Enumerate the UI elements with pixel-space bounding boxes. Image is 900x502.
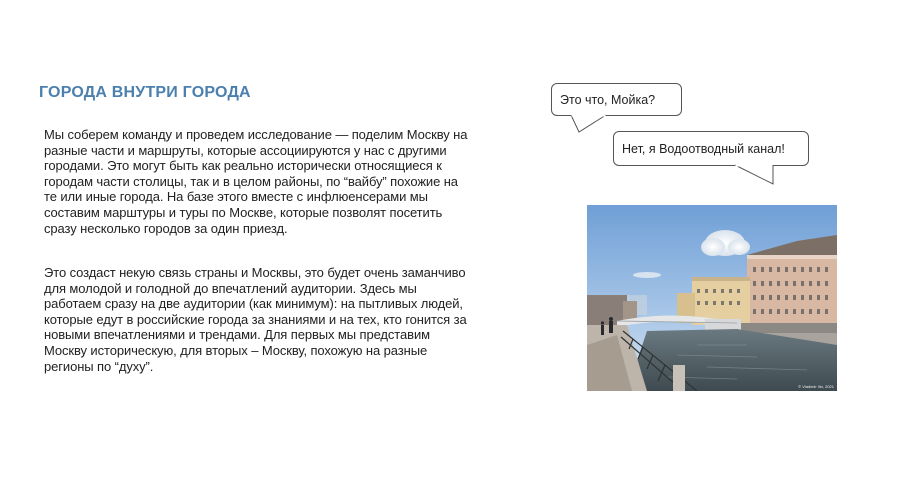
speech-bubble-answer-text: Нет, я Водоотводный канал! [622, 141, 785, 156]
speech-bubble-question-tail [570, 115, 610, 135]
canal-photo [587, 205, 837, 391]
speech-bubble-answer-tail [734, 165, 776, 187]
speech-bubble-question-text: Это что, Мойка? [560, 92, 656, 107]
body-paragraph-2: Это создаст некую связь страны и Москвы, это будет очень заманчиво для молодой и голодной до впечатлений аудитории. Здесь мы работаем сразу на две аудитории (как минимум): на пытливых людей, которые едут в российские города за знаниями и на тех, кто гонится за новыми впечатлениями и трендами. Для первых мы представим Москву историческую, для вторых – Москву, похожую на разные регионы по “духу”. [44, 265, 467, 374]
speech-bubble-question [551, 83, 682, 116]
speech-bubble-answer [613, 131, 809, 166]
photo-caption: © Vladimir Ilin, 2021 [798, 384, 834, 389]
body-paragraph-1: Мы соберем команду и проведем исследование — поделим Москву на разные части и маршруты, которые ассоциируются у нас с другими городами. Это могут быть как реально исторически относящиеся к городам части столицы, так и в целом районы, по “вайбу” похожие на те или иные города. На базе этого вместе с инфлюенсерами мы составим марштуры и туры по Москве, которые позволят посетить сразу несколько городов за один приезд. [44, 127, 468, 236]
page-title: ГОРОДА ВНУТРИ ГОРОДА [39, 84, 251, 101]
